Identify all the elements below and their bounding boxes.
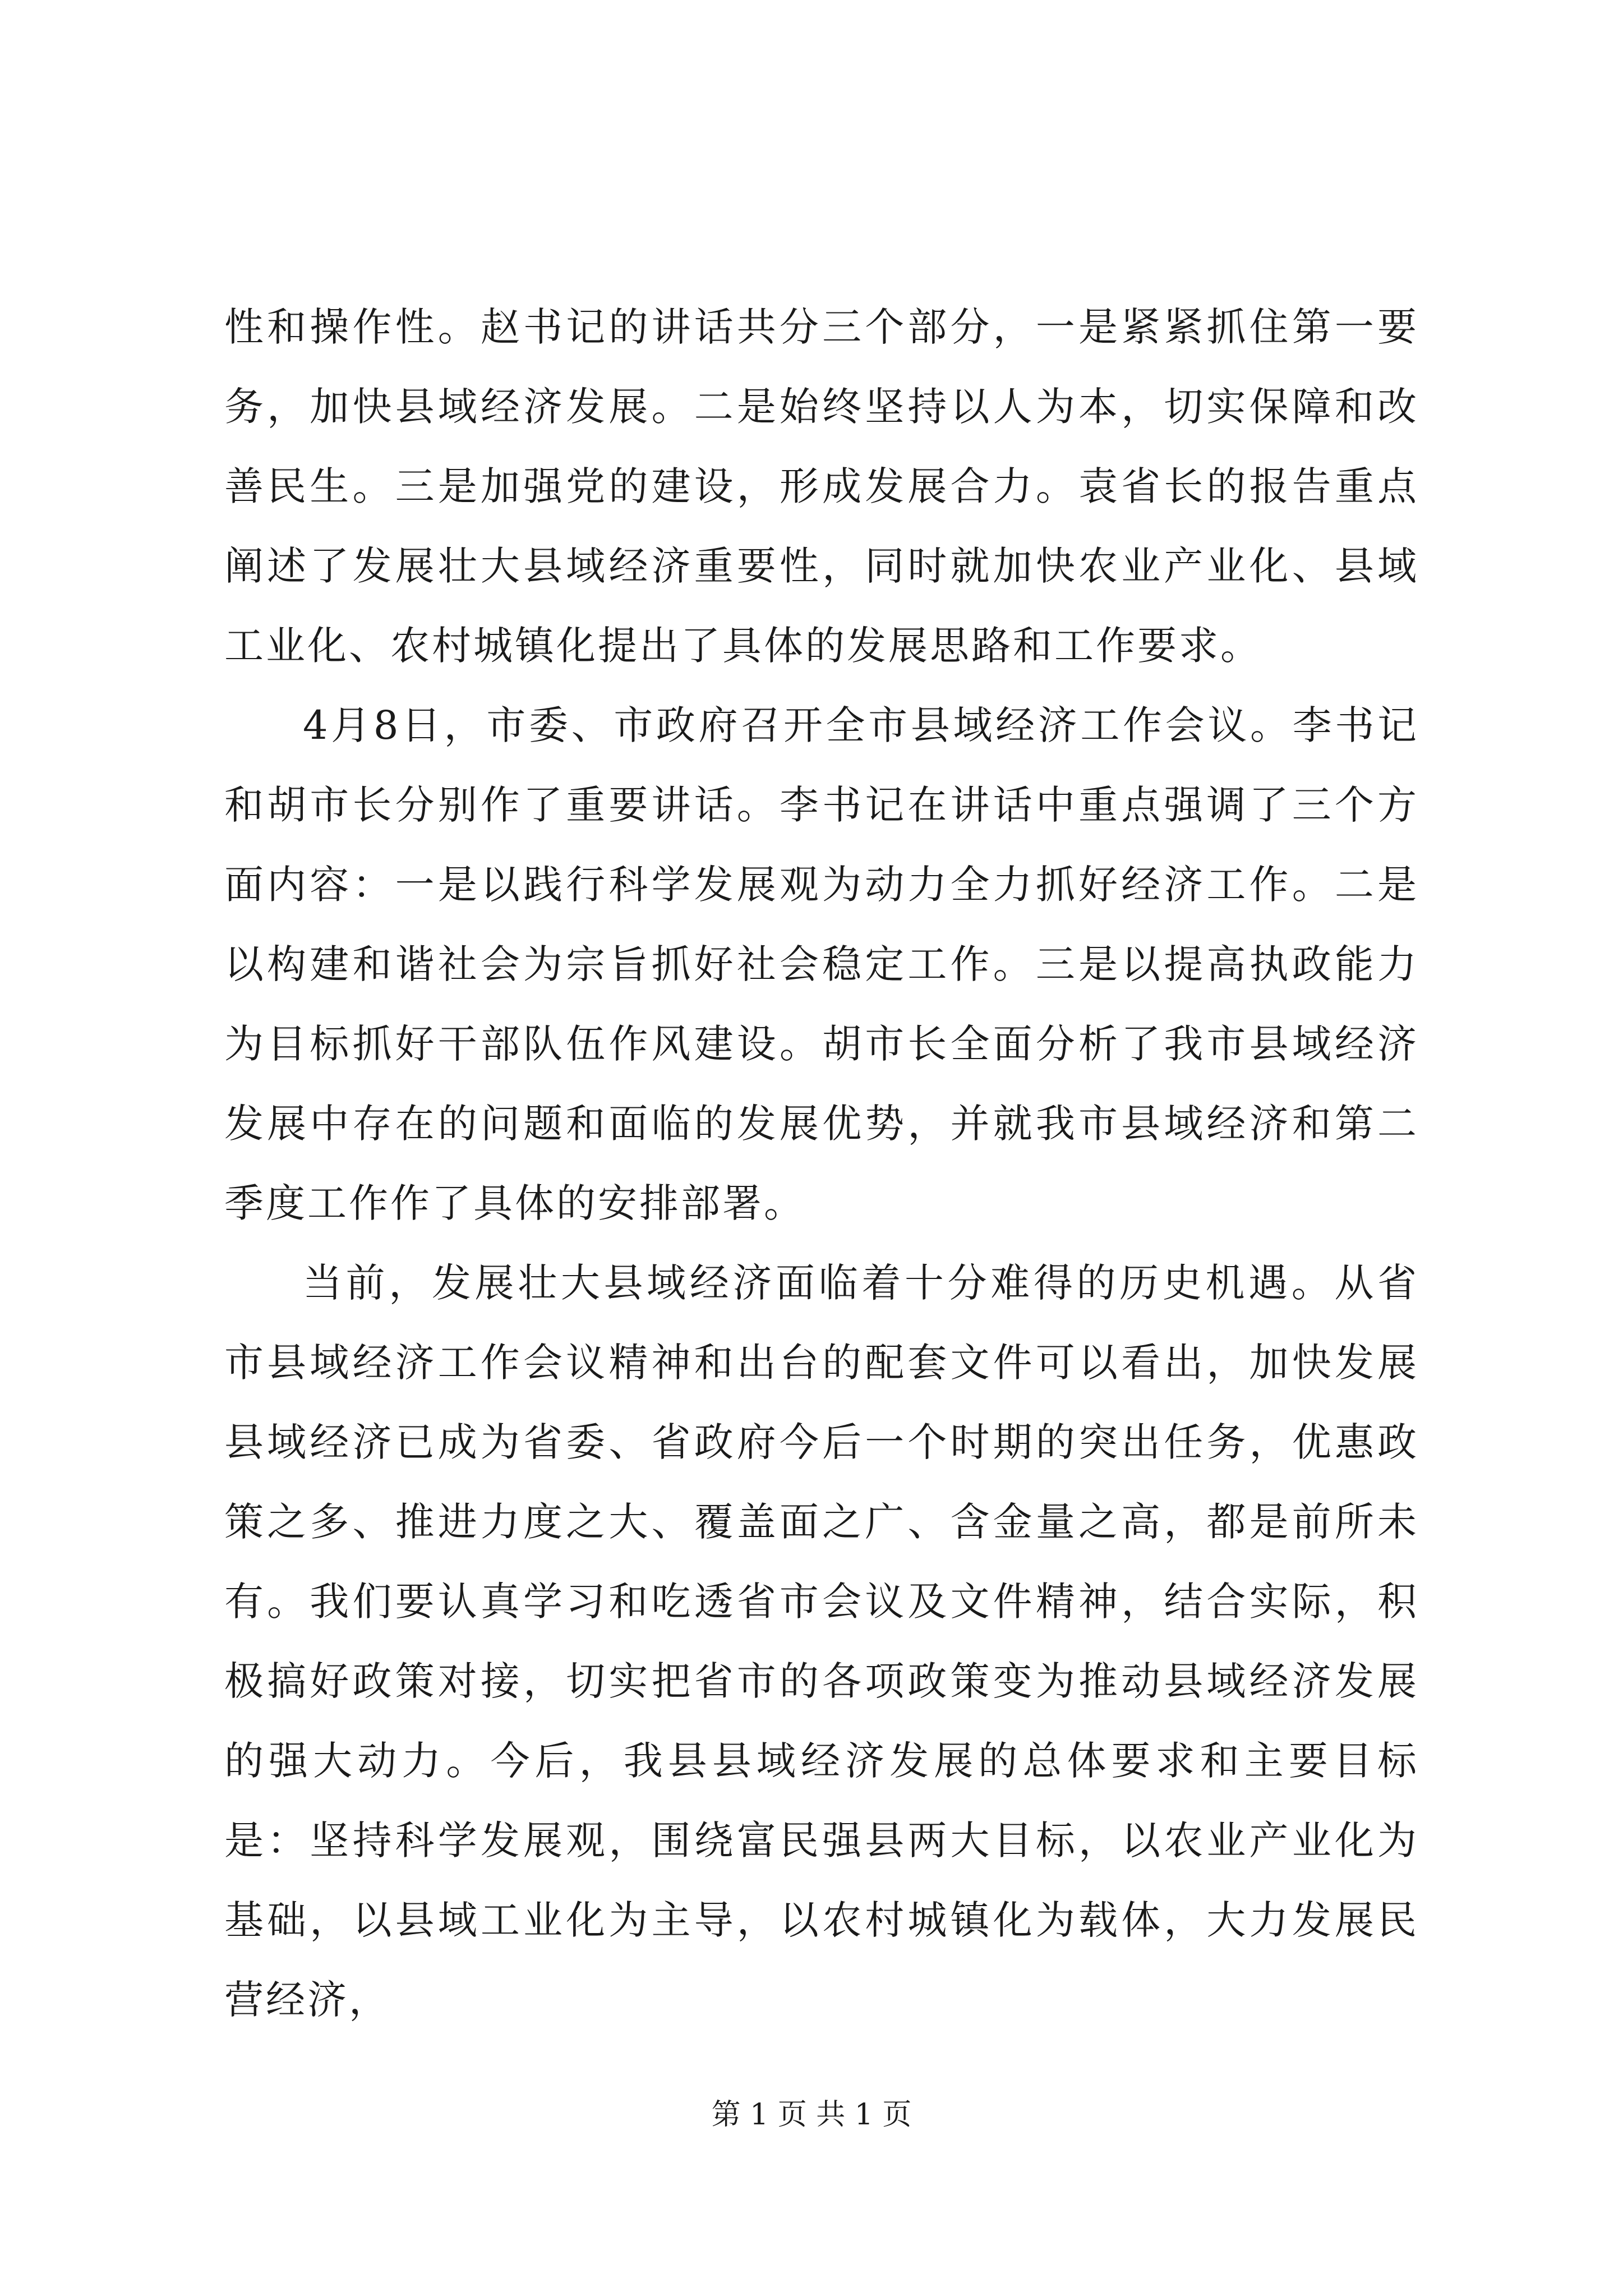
document-body xyxy=(224,287,1419,2040)
page-footer: 第 1 页 共 1 页 xyxy=(711,2098,912,2132)
paragraph-3: 当前，发展壮大县域经济面临着十分难得的历史机遇。从省市县域经济工作会议精神和出台的配套文件可以看出，加快发展县域经济已成为省委、省政府今后一个时期的突出任务，优惠政策之多、推进力度之大、覆盖面之广、含金量之高，都是前所未有。我们要认真学习和吃透省市会议及文件精神，结合实际，积极搞好政策对接，切实把省市的各项政策变为推动县域经济发展的强大动力。今后，我县县域经济发展的总体要求和主要目标是：坚持科学发展观，围绕富民强县两大目标，以农业产业化为基础，以县域工业化为主导，以农村城镇化为载体，大力发展民营经济， xyxy=(224,1260,1419,2023)
paragraph-1: 性和操作性。赵书记的讲话共分三个部分，一是紧紧抓住第一要务，加快县域经济发展。二是始终坚持以人为本，切实保障和改善民生。三是加强党的建设，形成发展合力。袁省长的报告重点阐述了发展壮大县域经济重要性，同时就加快农业产业化、县域工业化、农村城镇化提出了具体的发展思路和工作要求。 xyxy=(224,304,1419,669)
paragraph-2: 4月8日，市委、市政府召开全市县域经济工作会议。李书记和胡市长分别作了重要讲话。李书记在讲话中重点强调了三个方面内容：一是以践行科学发展观为动力全力抓好经济工作。二是以构建和谐社会为宗旨抓好社会稳定工作。三是以提高执政能力为目标抓好干部队伍作风建设。胡市长全面分析了我市县域经济发展中存在的问题和面临的发展优势，并就我市县域经济和第二季度工作作了具体的安排部署。 xyxy=(224,702,1419,1226)
